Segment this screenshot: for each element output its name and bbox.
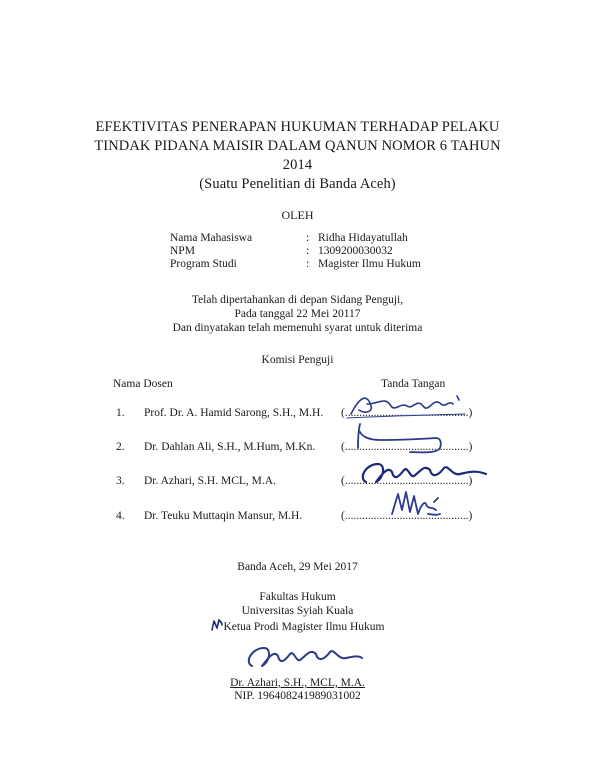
- signature-line: (...........................................): [341, 441, 473, 453]
- student-name-label: Nama Mahasiswa: [170, 232, 253, 244]
- signature-1-image: [345, 388, 475, 424]
- member-number: 1.: [116, 407, 125, 419]
- oleh-label: OLEH: [281, 208, 314, 222]
- member-number: 4.: [116, 510, 125, 522]
- program-head-label: Ketua Prodi Magister Ilmu Hukum: [223, 621, 385, 633]
- head-signature-image: [240, 638, 365, 672]
- place-date: Banda Aceh, 29 Mei 2017: [237, 561, 358, 573]
- signature-2-image: [350, 420, 460, 456]
- paraf-mark: [211, 619, 223, 631]
- student-name-colon: :: [306, 232, 310, 244]
- university-name: Universitas Syiah Kuala: [241, 605, 354, 617]
- member-number: 2.: [116, 441, 125, 453]
- head-name: [0, 677, 595, 689]
- member-name: Dr. Teuku Muttaqin Mansur, M.H.: [144, 510, 303, 522]
- member-number: 3.: [116, 475, 125, 487]
- committee-heading: Komisi Penguji: [261, 354, 334, 366]
- document-title-line-2: TINDAK PIDANA MAISIR DALAM QANUN NOMOR 6 TAHUN: [94, 138, 501, 154]
- column-header-signature: Tanda Tangan: [381, 378, 446, 390]
- member-name: Dr. Azhari, S.H. MCL, M.A.: [144, 475, 276, 487]
- student-program-colon: :: [306, 258, 310, 270]
- signature-4-image: [388, 488, 448, 522]
- signature-line: (...........................................): [341, 475, 473, 487]
- column-header-name: Nama Dosen: [113, 378, 173, 390]
- member-name: Dr. Dahlan Ali, S.H., M.Hum, M.Kn.: [144, 441, 316, 453]
- student-program-label: Program Studi: [170, 258, 237, 270]
- student-npm-colon: :: [306, 245, 310, 257]
- student-npm-value: 1309200030032: [318, 245, 393, 257]
- member-name: Prof. Dr. A. Hamid Sarong, S.H., M.H.: [144, 407, 324, 419]
- defense-line-3: Dan dinyatakan telah memenuhi syarat untuk diterima: [172, 322, 423, 334]
- document-title-line-1: EFEKTIVITAS PENERAPAN HUKUMAN TERHADAP PELAKU: [95, 119, 500, 135]
- defense-line-2: Pada tanggal 22 Mei 20117: [234, 308, 361, 320]
- student-name-value: Ridha Hidayatullah: [318, 232, 408, 244]
- signature-3-image: [352, 452, 492, 490]
- document-title-line-3: 2014: [282, 157, 313, 173]
- signature-line: (...........................................): [341, 407, 473, 419]
- document-subtitle: (Suatu Penelitian di Banda Aceh): [199, 176, 396, 192]
- head-nip: NIP. 196408241989031002: [234, 690, 361, 702]
- program-head-title: [0, 619, 595, 633]
- student-npm-label: NPM: [170, 245, 195, 257]
- head-name-text: Dr. Azhari, S.H., MCL, M.A.: [230, 677, 365, 689]
- faculty-name: Fakultas Hukum: [259, 591, 336, 603]
- defense-line-1: Telah dipertahankan di depan Sidang Penguji,: [191, 294, 404, 306]
- signature-line: (...........................................): [341, 510, 473, 522]
- student-program-value: Magister Ilmu Hukum: [318, 258, 421, 270]
